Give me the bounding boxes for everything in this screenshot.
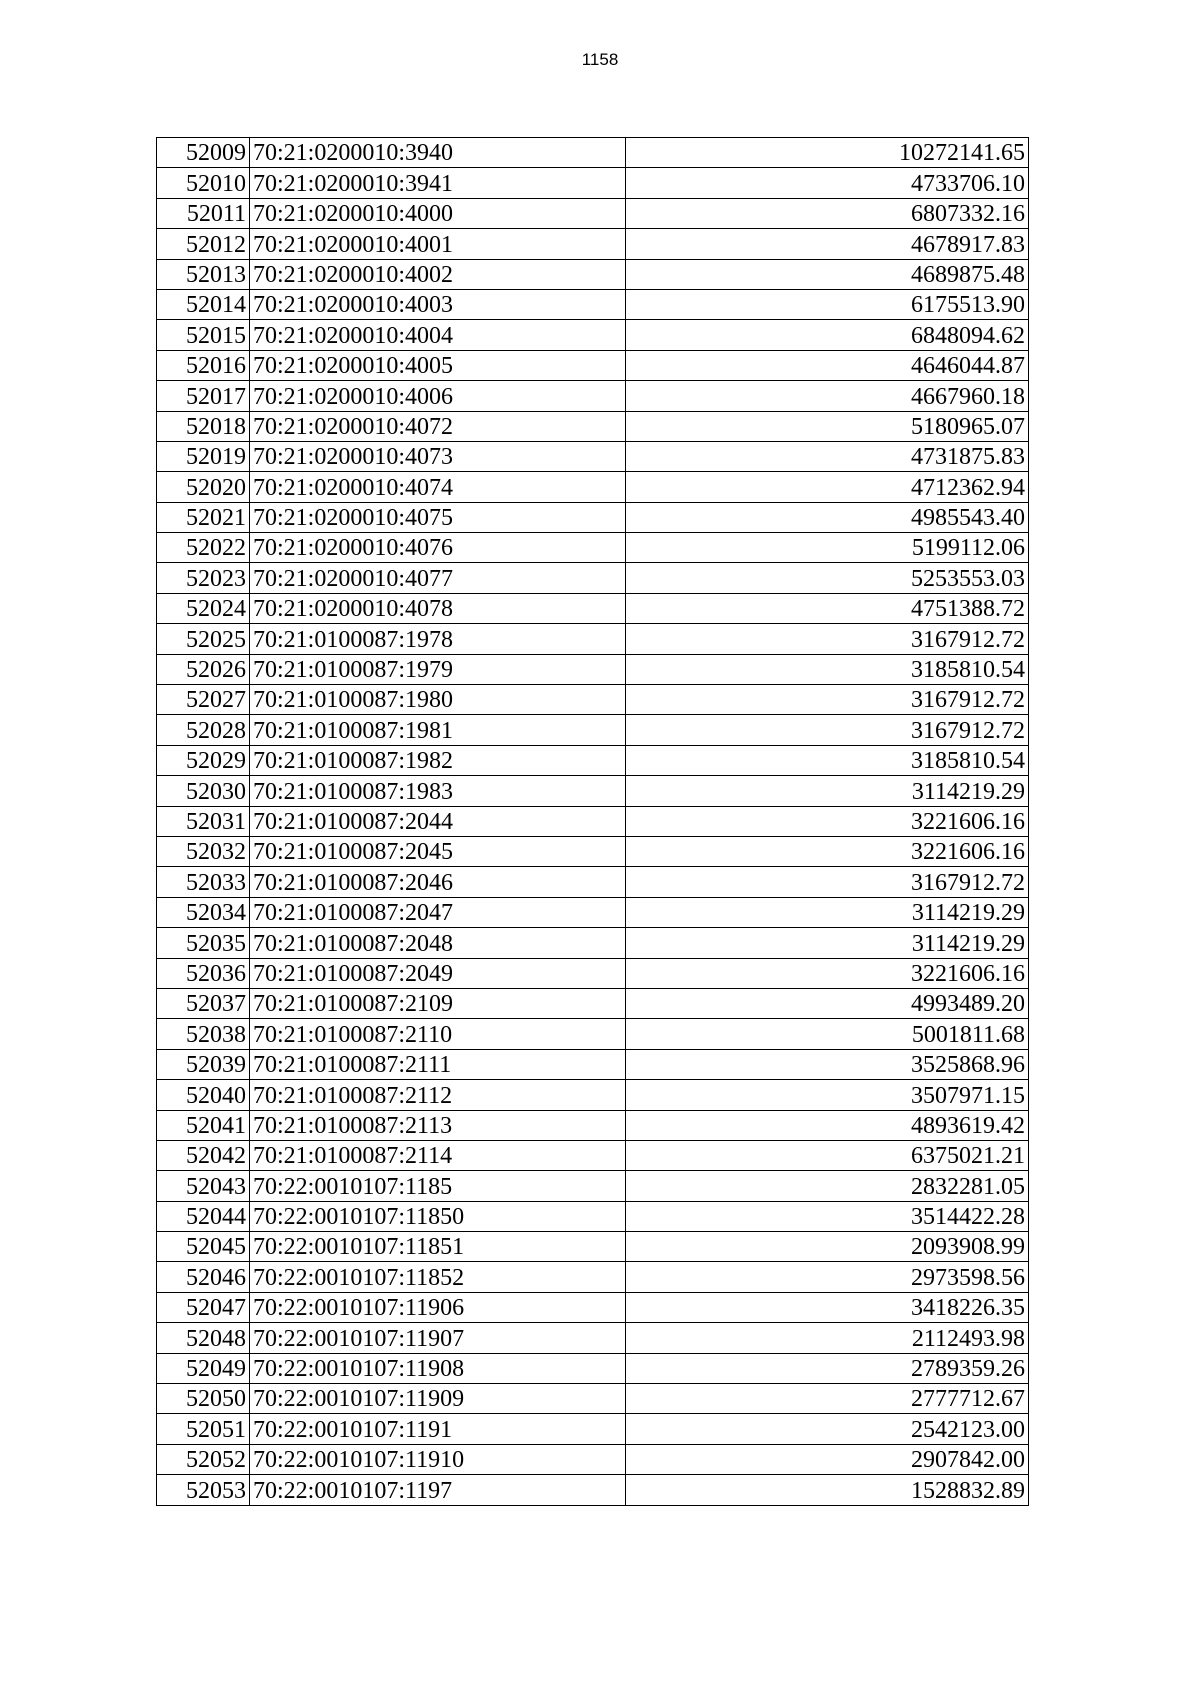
table-row (157, 1353, 1029, 1383)
row-number-cell: 52049 (157, 1353, 250, 1383)
row-number-cell: 52018 (157, 411, 250, 441)
table-row (157, 685, 1029, 715)
row-number-cell: 52021 (157, 502, 250, 532)
row-number-cell: 52041 (157, 1110, 250, 1140)
cadastral-number-cell: 70:21:0100087:1980 (250, 685, 626, 715)
cadastral-value-cell: 3167912.72 (626, 685, 1029, 715)
table-row (157, 806, 1029, 836)
cadastral-value-cell: 3167912.72 (626, 715, 1029, 745)
row-number-cell: 52039 (157, 1049, 250, 1079)
cadastral-number-cell: 70:21:0200010:4077 (250, 563, 626, 593)
row-number-cell: 52047 (157, 1292, 250, 1322)
row-number-cell: 52042 (157, 1140, 250, 1170)
table-row (157, 168, 1029, 198)
cadastral-number-cell: 70:21:0100087:2112 (250, 1080, 626, 1110)
cadastral-number-cell: 70:21:0100087:2114 (250, 1140, 626, 1170)
row-number-cell: 52014 (157, 289, 250, 319)
table-row (157, 289, 1029, 319)
table-row (157, 472, 1029, 502)
row-number-cell: 52016 (157, 350, 250, 380)
cadastral-number-cell: 70:21:0100087:2049 (250, 958, 626, 988)
cadastral-value-cell: 2542123.00 (626, 1414, 1029, 1444)
row-number-cell: 52033 (157, 867, 250, 897)
cadastral-number-cell: 70:21:0100087:2045 (250, 836, 626, 866)
table-row (157, 715, 1029, 745)
cadastral-value-cell: 6375021.21 (626, 1140, 1029, 1170)
cadastral-value-cell: 3167912.72 (626, 867, 1029, 897)
row-number-cell: 52013 (157, 259, 250, 289)
row-number-cell: 52010 (157, 168, 250, 198)
cadastral-number-cell: 70:21:0200010:4000 (250, 198, 626, 228)
row-number-cell: 52044 (157, 1201, 250, 1231)
table-row (157, 593, 1029, 623)
cadastral-number-cell: 70:21:0200010:4078 (250, 593, 626, 623)
cadastral-number-cell: 70:22:0010107:1191 (250, 1414, 626, 1444)
cadastral-number-cell: 70:21:0200010:4003 (250, 289, 626, 319)
cadastral-value-cell: 4751388.72 (626, 593, 1029, 623)
cadastral-value-cell: 3114219.29 (626, 897, 1029, 927)
row-number-cell: 52028 (157, 715, 250, 745)
table-row (157, 1444, 1029, 1474)
cadastral-value-cell: 2777712.67 (626, 1384, 1029, 1414)
row-number-cell: 52017 (157, 381, 250, 411)
row-number-cell: 52030 (157, 776, 250, 806)
cadastral-value-cell: 2112493.98 (626, 1323, 1029, 1353)
row-number-cell: 52046 (157, 1262, 250, 1292)
cadastral-value-cell: 5253553.03 (626, 563, 1029, 593)
table-row (157, 502, 1029, 532)
cadastral-value-cell: 3167912.72 (626, 624, 1029, 654)
row-number-cell: 52012 (157, 229, 250, 259)
table-row (157, 1110, 1029, 1140)
cadastral-number-cell: 70:21:0200010:3940 (250, 138, 626, 168)
cadastral-value-cell: 4712362.94 (626, 472, 1029, 502)
row-number-cell: 52043 (157, 1171, 250, 1201)
row-number-cell: 52029 (157, 745, 250, 775)
row-number-cell: 52015 (157, 320, 250, 350)
row-number-cell: 52034 (157, 897, 250, 927)
row-number-cell: 52009 (157, 138, 250, 168)
table-row (157, 624, 1029, 654)
table-row (157, 1475, 1029, 1505)
cadastral-value-cell: 3221606.16 (626, 836, 1029, 866)
cadastral-number-cell: 70:21:0200010:4075 (250, 502, 626, 532)
cadastral-value-table (156, 137, 1029, 1506)
row-number-cell: 52023 (157, 563, 250, 593)
cadastral-number-cell: 70:22:0010107:11850 (250, 1201, 626, 1231)
table-row (157, 411, 1029, 441)
cadastral-number-cell: 70:21:0100087:2044 (250, 806, 626, 836)
table-row (157, 897, 1029, 927)
cadastral-number-cell: 70:22:0010107:11851 (250, 1232, 626, 1262)
cadastral-number-cell: 70:21:0200010:4005 (250, 350, 626, 380)
cadastral-value-cell: 3114219.29 (626, 776, 1029, 806)
table-row (157, 1414, 1029, 1444)
table-row (157, 533, 1029, 563)
cadastral-value-cell: 2973598.56 (626, 1262, 1029, 1292)
cadastral-number-cell: 70:21:0200010:4001 (250, 229, 626, 259)
cadastral-number-cell: 70:21:0200010:4002 (250, 259, 626, 289)
cadastral-value-cell: 5001811.68 (626, 1019, 1029, 1049)
cadastral-value-cell: 4731875.83 (626, 441, 1029, 471)
cadastral-number-cell: 70:21:0100087:2110 (250, 1019, 626, 1049)
table-row (157, 958, 1029, 988)
cadastral-number-cell: 70:21:0100087:1981 (250, 715, 626, 745)
cadastral-value-cell: 3514422.28 (626, 1201, 1029, 1231)
cadastral-value-cell: 1528832.89 (626, 1475, 1029, 1505)
cadastral-value-cell: 3525868.96 (626, 1049, 1029, 1079)
cadastral-number-cell: 70:22:0010107:11909 (250, 1384, 626, 1414)
table-row (157, 229, 1029, 259)
cadastral-value-cell: 6807332.16 (626, 198, 1029, 228)
table-row (157, 1140, 1029, 1170)
cadastral-number-cell: 70:21:0100087:1982 (250, 745, 626, 775)
table-row (157, 320, 1029, 350)
row-number-cell: 52019 (157, 441, 250, 471)
row-number-cell: 52050 (157, 1384, 250, 1414)
table-row (157, 138, 1029, 168)
cadastral-value-cell: 4678917.83 (626, 229, 1029, 259)
cadastral-number-cell: 70:22:0010107:11907 (250, 1323, 626, 1353)
table-row (157, 867, 1029, 897)
cadastral-number-cell: 70:21:0200010:4072 (250, 411, 626, 441)
table-row (157, 381, 1029, 411)
cadastral-number-cell: 70:22:0010107:11906 (250, 1292, 626, 1322)
cadastral-value-cell: 4646044.87 (626, 350, 1029, 380)
cadastral-value-cell: 4667960.18 (626, 381, 1029, 411)
table-row (157, 928, 1029, 958)
row-number-cell: 52052 (157, 1444, 250, 1474)
row-number-cell: 52026 (157, 654, 250, 684)
table-row (157, 654, 1029, 684)
row-number-cell: 52048 (157, 1323, 250, 1353)
cadastral-number-cell: 70:21:0100087:2113 (250, 1110, 626, 1140)
cadastral-value-cell: 2789359.26 (626, 1353, 1029, 1383)
table-row (157, 988, 1029, 1018)
table-row (157, 836, 1029, 866)
table-row (157, 198, 1029, 228)
cadastral-number-cell: 70:21:0200010:3941 (250, 168, 626, 198)
cadastral-number-cell: 70:21:0100087:2048 (250, 928, 626, 958)
cadastral-number-cell: 70:21:0100087:1979 (250, 654, 626, 684)
table-row (157, 1201, 1029, 1231)
cadastral-number-cell: 70:22:0010107:11908 (250, 1353, 626, 1383)
cadastral-number-cell: 70:21:0100087:1978 (250, 624, 626, 654)
cadastral-value-cell: 10272141.65 (626, 138, 1029, 168)
cadastral-value-cell: 3185810.54 (626, 654, 1029, 684)
cadastral-value-cell: 3507971.15 (626, 1080, 1029, 1110)
page-number: 1158 (581, 50, 619, 69)
cadastral-number-cell: 70:22:0010107:1185 (250, 1171, 626, 1201)
table-row (157, 563, 1029, 593)
cadastral-number-cell: 70:21:0200010:4004 (250, 320, 626, 350)
cadastral-number-cell: 70:21:0100087:2046 (250, 867, 626, 897)
table-row (157, 259, 1029, 289)
cadastral-number-cell: 70:22:0010107:1197 (250, 1475, 626, 1505)
cadastral-number-cell: 70:21:0200010:4006 (250, 381, 626, 411)
cadastral-number-cell: 70:21:0200010:4076 (250, 533, 626, 563)
cadastral-value-cell: 3221606.16 (626, 958, 1029, 988)
row-number-cell: 52027 (157, 685, 250, 715)
cadastral-value-cell: 3221606.16 (626, 806, 1029, 836)
row-number-cell: 52022 (157, 533, 250, 563)
table-row (157, 1262, 1029, 1292)
cadastral-value-cell: 4893619.42 (626, 1110, 1029, 1140)
table-row (157, 350, 1029, 380)
table-row (157, 776, 1029, 806)
row-number-cell: 52011 (157, 198, 250, 228)
cadastral-number-cell: 70:21:0100087:1983 (250, 776, 626, 806)
row-number-cell: 52037 (157, 988, 250, 1018)
cadastral-value-cell: 4689875.48 (626, 259, 1029, 289)
table-row (157, 1080, 1029, 1110)
table-row (157, 1323, 1029, 1353)
table-body (157, 138, 1029, 1506)
cadastral-number-cell: 70:21:0200010:4074 (250, 472, 626, 502)
cadastral-value-cell: 4733706.10 (626, 168, 1029, 198)
cadastral-value-cell: 4985543.40 (626, 502, 1029, 532)
cadastral-value-cell: 5180965.07 (626, 411, 1029, 441)
cadastral-number-cell: 70:21:0100087:2109 (250, 988, 626, 1018)
row-number-cell: 52036 (157, 958, 250, 988)
row-number-cell: 52035 (157, 928, 250, 958)
cadastral-value-cell: 2832281.05 (626, 1171, 1029, 1201)
table-row (157, 1292, 1029, 1322)
row-number-cell: 52020 (157, 472, 250, 502)
cadastral-number-cell: 70:22:0010107:11852 (250, 1262, 626, 1292)
row-number-cell: 52032 (157, 836, 250, 866)
cadastral-value-cell: 4993489.20 (626, 988, 1029, 1018)
table-row (157, 1232, 1029, 1262)
row-number-cell: 52025 (157, 624, 250, 654)
cadastral-number-cell: 70:21:0100087:2047 (250, 897, 626, 927)
cadastral-number-cell: 70:21:0100087:2111 (250, 1049, 626, 1079)
table-row (157, 745, 1029, 775)
table-row (157, 1049, 1029, 1079)
row-number-cell: 52031 (157, 806, 250, 836)
cadastral-value-cell: 3114219.29 (626, 928, 1029, 958)
row-number-cell: 52045 (157, 1232, 250, 1262)
cadastral-value-cell: 6175513.90 (626, 289, 1029, 319)
row-number-cell: 52053 (157, 1475, 250, 1505)
cadastral-value-cell: 6848094.62 (626, 320, 1029, 350)
table-row (157, 441, 1029, 471)
row-number-cell: 52051 (157, 1414, 250, 1444)
table-row (157, 1019, 1029, 1049)
row-number-cell: 52038 (157, 1019, 250, 1049)
cadastral-value-cell: 5199112.06 (626, 533, 1029, 563)
cadastral-number-cell: 70:21:0200010:4073 (250, 441, 626, 471)
cadastral-value-cell: 2093908.99 (626, 1232, 1029, 1262)
table-row (157, 1384, 1029, 1414)
cadastral-number-cell: 70:22:0010107:11910 (250, 1444, 626, 1474)
cadastral-value-cell: 3418226.35 (626, 1292, 1029, 1322)
table-row (157, 1171, 1029, 1201)
cadastral-value-cell: 2907842.00 (626, 1444, 1029, 1474)
cadastral-value-cell: 3185810.54 (626, 745, 1029, 775)
row-number-cell: 52040 (157, 1080, 250, 1110)
row-number-cell: 52024 (157, 593, 250, 623)
